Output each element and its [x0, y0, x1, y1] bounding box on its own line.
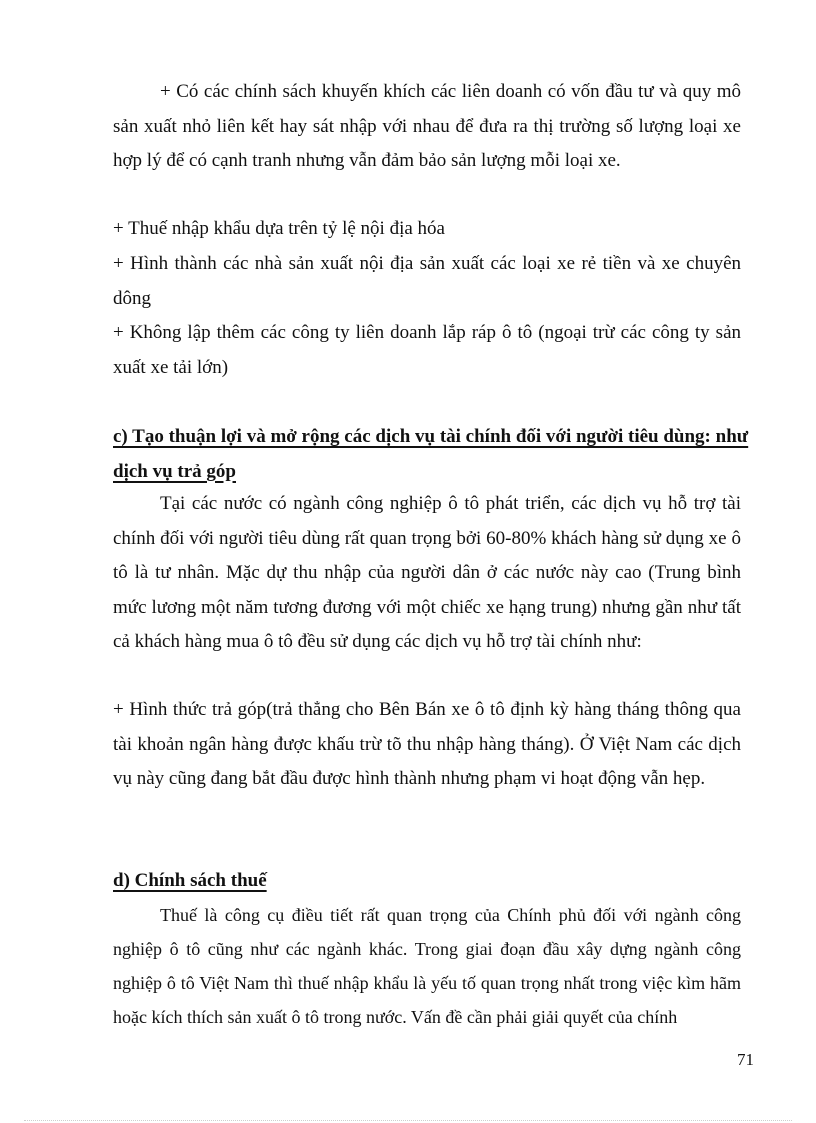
list-item-import-tax: + Thuế nhập khẩu dựa trên tỷ lệ nội địa hóa: [113, 218, 445, 239]
footer-divider: [24, 1120, 792, 1121]
section-d-heading: d) Chính sách thuế: [113, 870, 267, 891]
section-c-heading: c) Tạo thuận lợi và mở rộng các dịch vụ tài chính đối với người tiêu dùng: như dịch vụ trả góp: [113, 426, 749, 482]
section-c-installment-item: + Hình thức trả góp(trả thẳng cho Bên Bán xe ô tô định kỳ hàng tháng thông qua tài khoản ngân hàng được khấu trừ tõ thu nhập hàng tháng). Ở Việt Nam các dịch vụ này cũng đang bắt đầu được hình thành nhưng phạm vi hoạt động vẫn hẹp.: [113, 699, 741, 789]
list-item-no-new-joint-ventures: + Không lập thêm các công ty liên doanh lắp ráp ô tô (ngoại trừ các công ty sản xuất xe tải lớn): [113, 322, 741, 378]
list-item-incentive-policy: + Có các chính sách khuyến khích các liên doanh có vốn đầu tư và quy mô sản xuất nhỏ liên kết hay sát nhập với nhau để đưa ra thị trường số lượng loại xe hợp lý để có cạnh tranh nhưng vẫn đảm bảo sản lượng mỗi loại xe.: [113, 81, 741, 171]
list-item-domestic-manufacturers: + Hình thành các nhà sản xuất nội địa sản xuất các loại xe rẻ tiền và xe chuyên dông: [113, 253, 741, 309]
section-d-paragraph: Thuế là công cụ điều tiết rất quan trọng của Chính phủ đối với ngành công nghiệp ô tô cũng như các ngành khác. Trong giai đoạn đầu xây dựng ngành công nghiệp ô tô Việt Nam thì thuế nhập khẩu là yếu tố quan trọng nhất trong việc kìm hãm hoặc kích thích sản xuất ô tô trong nước. Vấn đề cần phải giải quyết của chính: [113, 905, 741, 1027]
page-number: 71: [737, 1050, 754, 1069]
section-c-paragraph: Tại các nước có ngành công nghiệp ô tô phát triển, các dịch vụ hỗ trợ tài chính đối với người tiêu dùng rất quan trọng bởi 60-80% khách hàng sử dụng xe ô tô là tư nhân. Mặc dự thu nhập của người dân ở các nước này cao (Trung bình mức lương một năm tương đương với một chiếc xe hạng trung) nhưng gần như tất cả khách hàng mua ô tô đều sử dụng các dịch vụ hỗ trợ tài chính như:: [113, 493, 741, 652]
